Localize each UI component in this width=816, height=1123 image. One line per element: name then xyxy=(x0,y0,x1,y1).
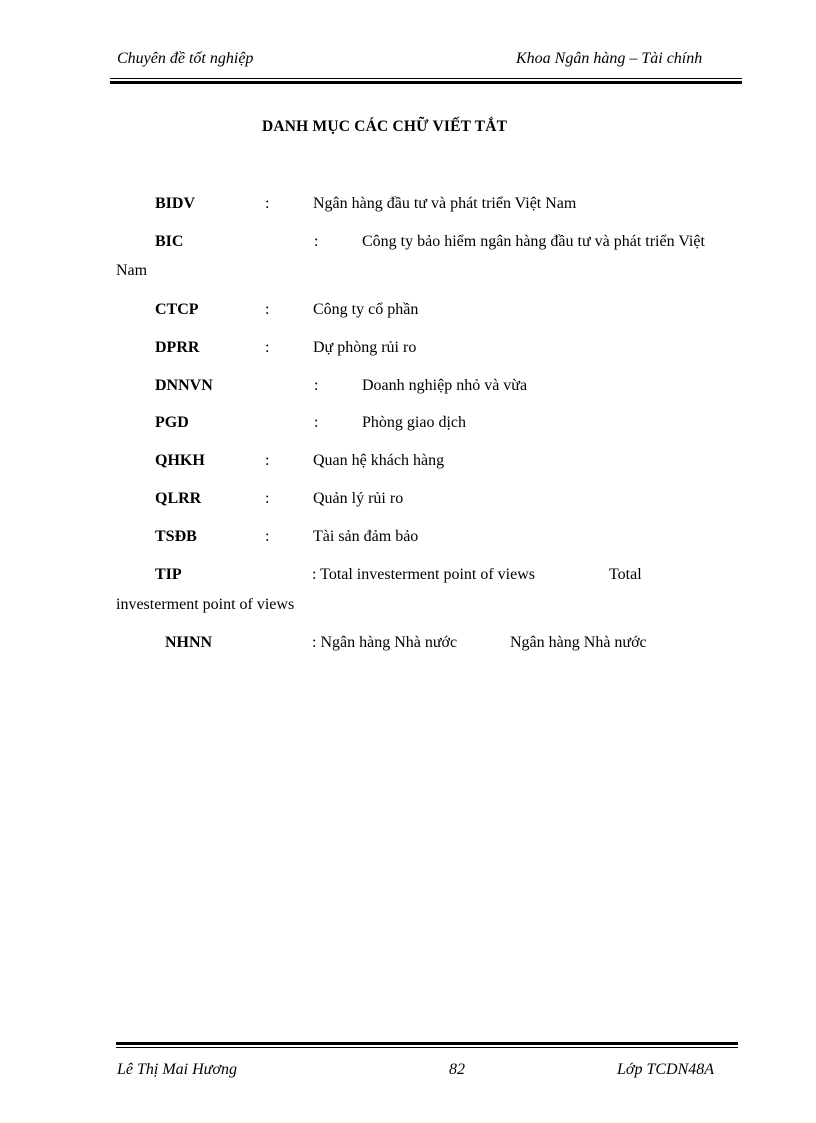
abbr-colon: : xyxy=(314,414,319,431)
abbr-term: TSĐB xyxy=(155,528,197,545)
abbr-meaning: Tài sản đảm bảo xyxy=(313,528,419,545)
abbr-meaning: Quan hệ khách hàng xyxy=(313,452,445,469)
footer-author: Lê Thị Mai Hương xyxy=(117,1061,237,1078)
abbr-term: DNNVN xyxy=(155,377,213,394)
abbr-meaning: Doanh nghiệp nhỏ và vừa xyxy=(362,377,528,394)
abbr-term: DPRR xyxy=(155,339,200,356)
abbr-meaning: : Total investerment point of views xyxy=(312,566,535,583)
abbr-term: BIDV xyxy=(155,195,196,212)
abbr-colon: : xyxy=(265,490,270,507)
footer-class: Lớp TCDN48A xyxy=(617,1061,715,1078)
abbr-meaning: Công ty cổ phần xyxy=(313,301,419,318)
header-right: Khoa Ngân hàng – Tài chính xyxy=(516,50,703,67)
abbr-meaning: Dự phòng rủi ro xyxy=(313,339,417,356)
abbr-meaning: Phòng giao dịch xyxy=(362,414,466,431)
abbr-colon: : xyxy=(265,301,270,318)
header-rule-thick xyxy=(110,81,742,84)
page-title: DANH MỤC CÁC CHỮ VIẾT TẮT xyxy=(262,118,508,135)
abbr-colon: : xyxy=(265,452,270,469)
header-left: Chuyên đề tốt nghiệp xyxy=(117,50,254,67)
page-number: 82 xyxy=(449,1061,465,1078)
abbr-colon: : xyxy=(265,528,270,545)
abbr-meaning: Công ty bảo hiểm ngân hàng đầu tư và phát triển Việt xyxy=(362,233,705,250)
abbr-meaning: Ngân hàng đầu tư và phát triển Việt Nam xyxy=(313,195,577,212)
abbr-term: QLRR xyxy=(155,490,202,507)
abbr-meaning-duplicate: Total xyxy=(609,566,642,583)
abbr-meaning: Quản lý rủi ro xyxy=(313,490,404,507)
abbr-term: TIP xyxy=(155,566,182,583)
abbr-meaning-duplicate: Ngân hàng Nhà nước xyxy=(510,634,647,651)
header-rule-thin xyxy=(110,78,742,79)
footer-rule-thick xyxy=(116,1042,738,1045)
abbr-term: QHKH xyxy=(155,452,205,469)
abbr-meaning-continuation: Nam xyxy=(116,262,148,279)
abbr-term: CTCP xyxy=(155,301,199,318)
abbr-meaning: : Ngân hàng Nhà nước xyxy=(312,634,458,651)
abbr-colon: : xyxy=(314,233,319,250)
abbr-term: NHNN xyxy=(165,634,213,651)
abbr-term: BIC xyxy=(155,233,184,250)
abbr-meaning-continuation: investerment point of views xyxy=(116,596,295,613)
abbr-colon: : xyxy=(265,339,270,356)
abbr-term: PGD xyxy=(155,414,189,431)
abbr-colon: : xyxy=(314,377,319,394)
footer-rule-thin xyxy=(116,1047,738,1048)
abbr-colon: : xyxy=(265,195,270,212)
